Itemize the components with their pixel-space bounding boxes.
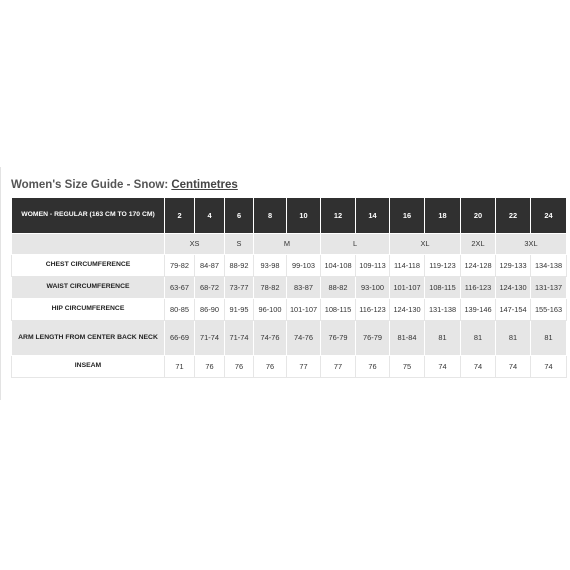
measurement-value: 77	[287, 356, 321, 378]
title-text: Women's Size Guide - Snow:	[11, 179, 172, 191]
size-header-cell: 24	[531, 198, 567, 234]
measurement-value: 88-82	[321, 277, 356, 299]
measurement-label: WAIST CIRCUMFERENCE	[12, 277, 165, 299]
measurement-value: 99-103	[287, 255, 321, 277]
measurement-value: 93-98	[254, 255, 287, 277]
measurement-value: 109-113	[356, 255, 390, 277]
measurement-row	[12, 321, 567, 356]
size-header-cell: 22	[496, 198, 531, 234]
measurement-value: 76	[254, 356, 287, 378]
measurement-label: ARM LENGTH FROM CENTER BACK NECK	[12, 321, 165, 356]
measurement-value: 96-100	[254, 299, 287, 321]
measurement-value: 116-123	[356, 299, 390, 321]
measurement-value: 73-77	[225, 277, 254, 299]
size-guide-title	[11, 179, 238, 191]
measurement-value: 81	[425, 321, 461, 356]
measurement-value: 63-67	[165, 277, 195, 299]
alpha-size-cell: L	[321, 234, 390, 255]
measurement-value: 93-100	[356, 277, 390, 299]
measurement-value: 88-92	[225, 255, 254, 277]
measurement-value: 104-108	[321, 255, 356, 277]
measurement-value: 147-154	[496, 299, 531, 321]
measurement-label: INSEAM	[12, 356, 165, 378]
measurement-row	[12, 356, 567, 378]
measurement-row	[12, 255, 567, 277]
size-header-row	[12, 198, 567, 234]
size-header-cell: 12	[321, 198, 356, 234]
measurement-value: 131-138	[425, 299, 461, 321]
page-left-divider	[0, 167, 1, 400]
measurement-value: 68-72	[195, 277, 225, 299]
alpha-size-cell: S	[225, 234, 254, 255]
measurement-value: 114-118	[390, 255, 425, 277]
size-header-cell: 18	[425, 198, 461, 234]
size-header-cell: 10	[287, 198, 321, 234]
measurement-value: 75	[390, 356, 425, 378]
measurement-value: 76-79	[356, 321, 390, 356]
size-chart-table	[11, 197, 567, 378]
measurement-value: 76-79	[321, 321, 356, 356]
measurement-value: 124-130	[496, 277, 531, 299]
measurement-value: 131-137	[531, 277, 567, 299]
measurement-row	[12, 277, 567, 299]
measurement-value: 74-76	[287, 321, 321, 356]
measurement-value: 108-115	[321, 299, 356, 321]
measurement-value: 74	[461, 356, 496, 378]
measurement-value: 74	[425, 356, 461, 378]
measurement-value: 83-87	[287, 277, 321, 299]
measurement-value: 81-84	[390, 321, 425, 356]
measurement-value: 76	[356, 356, 390, 378]
measurement-value: 81	[496, 321, 531, 356]
size-header-cell: 20	[461, 198, 496, 234]
size-header-cell: 14	[356, 198, 390, 234]
alpha-size-cell: XS	[165, 234, 225, 255]
measurement-value: 116-123	[461, 277, 496, 299]
size-header-cell: 16	[390, 198, 425, 234]
measurement-value: 74	[531, 356, 567, 378]
measurement-value: 129-133	[496, 255, 531, 277]
measurement-value: 119-123	[425, 255, 461, 277]
measurement-value: 80-85	[165, 299, 195, 321]
corner-header-cell: WOMEN - REGULAR (163 CM TO 170 CM)	[12, 198, 165, 234]
alpha-size-cell: 2XL	[461, 234, 496, 255]
measurement-value: 86-90	[195, 299, 225, 321]
measurement-value: 155-163	[531, 299, 567, 321]
size-header-cell: 8	[254, 198, 287, 234]
alpha-size-cell: M	[254, 234, 321, 255]
measurement-value: 76	[195, 356, 225, 378]
size-header-cell: 6	[225, 198, 254, 234]
measurement-value: 91-95	[225, 299, 254, 321]
measurement-value: 79-82	[165, 255, 195, 277]
measurement-value: 74	[496, 356, 531, 378]
measurement-value: 81	[461, 321, 496, 356]
alpha-size-label-cell	[12, 234, 165, 255]
size-header-cell: 2	[165, 198, 195, 234]
measurement-value: 139-146	[461, 299, 496, 321]
measurement-value: 101-107	[390, 277, 425, 299]
alpha-size-cell: XL	[390, 234, 461, 255]
measurement-value: 76	[225, 356, 254, 378]
measurement-value: 101-107	[287, 299, 321, 321]
measurement-value: 108-115	[425, 277, 461, 299]
measurement-value: 124-128	[461, 255, 496, 277]
unit-link-centimetres[interactable]: Centimetres	[171, 179, 238, 191]
measurement-value: 124-130	[390, 299, 425, 321]
alpha-size-row	[12, 234, 567, 255]
measurement-label: CHEST CIRCUMFERENCE	[12, 255, 165, 277]
size-header-cell: 4	[195, 198, 225, 234]
measurement-value: 71-74	[225, 321, 254, 356]
measurement-value: 84-87	[195, 255, 225, 277]
measurement-value: 78-82	[254, 277, 287, 299]
measurement-value: 134-138	[531, 255, 567, 277]
measurement-label: HIP CIRCUMFERENCE	[12, 299, 165, 321]
measurement-value: 77	[321, 356, 356, 378]
alpha-size-cell: 3XL	[496, 234, 567, 255]
measurement-value: 71	[165, 356, 195, 378]
measurement-value: 81	[531, 321, 567, 356]
measurement-value: 71-74	[195, 321, 225, 356]
measurement-value: 74-76	[254, 321, 287, 356]
measurement-value: 66-69	[165, 321, 195, 356]
measurement-row	[12, 299, 567, 321]
